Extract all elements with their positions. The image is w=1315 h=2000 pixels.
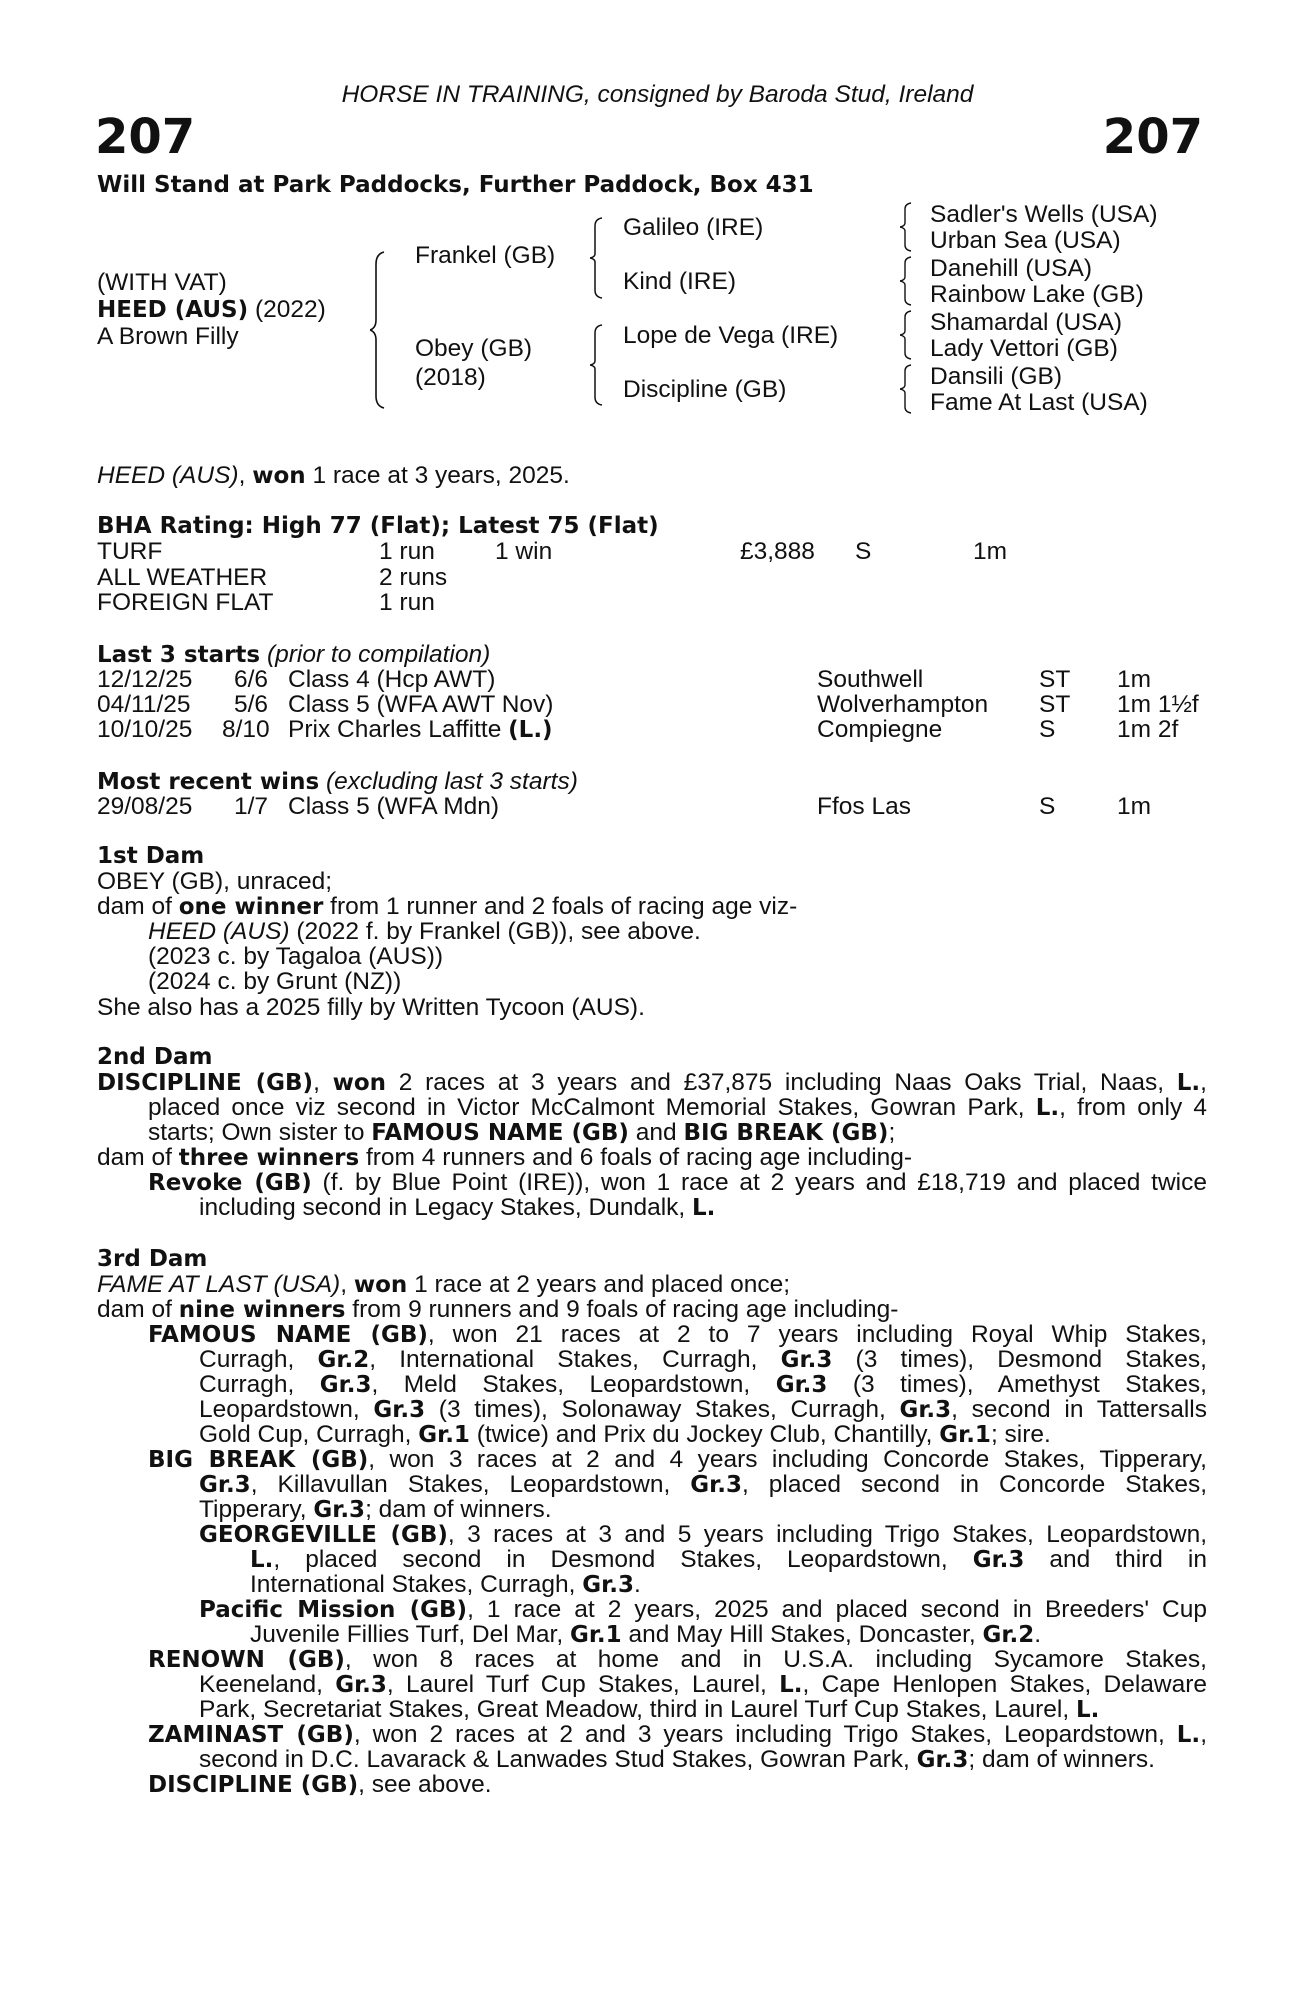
dam-sire-dam: Lady Vettori (GB) (930, 335, 1118, 362)
race-summary: HEED (AUS), won 1 race at 3 years, 2025. (97, 462, 570, 489)
start-row (97, 692, 1207, 718)
win-going: S (1039, 793, 1056, 820)
start-going: ST (1039, 666, 1071, 693)
produce-entry: (2023 c. by Tagaloa (AUS)) (148, 943, 444, 970)
zaminast-entry: second in D.C. Lavarack & Lanwades Stud Stakes, Gowran Park, Gr.3; dam of winners. (199, 1746, 1155, 1773)
second-dam-line: dam of three winners from 4 runners and 6 foals of racing age including- (97, 1144, 913, 1171)
rating-going: S (855, 538, 872, 565)
start-distance: 1m 2f (1117, 716, 1179, 743)
start-date: 04/11/25 (97, 691, 191, 718)
win-race: Class 5 (WFA Mdn) (288, 793, 500, 820)
win-row (97, 794, 1207, 820)
dam-year: (2018) (415, 364, 486, 391)
famous-name-entry: Curragh, Gr.2, International Stakes, Curragh, Gr.3 (3 times), Desmond Stakes, (199, 1346, 1207, 1373)
win-course: Ffos Las (817, 793, 911, 820)
rating-runs: 1 run (379, 589, 435, 616)
last-starts-heading (97, 642, 490, 669)
third-dam-heading: 3rd Dam (97, 1246, 208, 1272)
listed-marker: (L.) (508, 717, 553, 743)
start-race (288, 717, 553, 744)
start-position: 8/10 (222, 716, 270, 743)
sire-dam-sire: Danehill (USA) (930, 255, 1093, 282)
horse-description: A Brown Filly (97, 323, 239, 350)
dam-dam: Discipline (GB) (623, 376, 787, 403)
start-going: ST (1039, 691, 1071, 718)
rating-runs: 1 run (379, 538, 435, 565)
summary-won: won (252, 463, 306, 489)
summary-horse-name: HEED (AUS) (97, 462, 239, 489)
win-date: 29/08/25 (97, 793, 193, 820)
lot-number-left: 207 (95, 109, 196, 165)
rating-heading: BHA Rating: High 77 (Flat); Latest 75 (Flat) (97, 513, 659, 539)
start-distance: 1m 1½f (1117, 691, 1199, 718)
dam-sire-sire: Shamardal (USA) (930, 309, 1122, 336)
dam-dam-sire: Dansili (GB) (930, 363, 1063, 390)
second-dam-heading: 2nd Dam (97, 1044, 213, 1070)
recent-wins-note: (excluding last 3 starts) (325, 768, 578, 795)
first-dam-note: She also has a 2025 filly by Written Tycoon (AUS). (97, 994, 645, 1021)
rating-surface: ALL WEATHER (97, 564, 268, 591)
first-dam-produce-summary: dam of one winner from 1 runner and 2 foals of racing age viz- (97, 893, 798, 920)
start-row (97, 667, 1207, 693)
dam: Obey (GB) (415, 335, 533, 362)
first-dam-line: OBEY (GB), unraced; (97, 868, 333, 895)
start-row (97, 717, 1207, 743)
sire-sire-dam: Urban Sea (USA) (930, 227, 1121, 254)
consignment-line: HORSE IN TRAINING, consigned by Baroda Stud, Ireland (341, 81, 974, 108)
rating-surface: TURF (97, 538, 163, 565)
start-date: 12/12/25 (97, 666, 193, 693)
start-course: Wolverhampton (817, 691, 989, 718)
lot-number-right: 207 (1102, 109, 1203, 165)
pedigree-brace-main (370, 250, 390, 410)
start-position: 5/6 (234, 691, 269, 718)
start-course: Southwell (817, 666, 924, 693)
pacific-mission-entry: Pacific Mission (GB), 1 race at 2 years, 2025 and placed second in Breeders' Cup (199, 1596, 1208, 1623)
start-race: Class 4 (Hcp AWT) (288, 666, 496, 693)
third-dam-line: FAME AT LAST (USA), won 1 race at 2 years and placed once; (97, 1271, 790, 1298)
start-going: S (1039, 716, 1056, 743)
rating-prize: £3,888 (740, 538, 815, 565)
pacific-mission-entry: Juvenile Fillies Turf, Del Mar, Gr.1 and May Hill Stakes, Doncaster, Gr.2. (250, 1621, 1042, 1648)
start-date: 10/10/25 (97, 716, 193, 743)
sire-sire: Galileo (IRE) (623, 214, 764, 241)
zaminast-entry: ZAMINAST (GB), won 2 races at 2 and 3 years including Trigo Stakes, Leopardstown, L., (148, 1721, 1207, 1748)
second-dam-line: including second in Legacy Stakes, Dundalk, L. (199, 1194, 716, 1221)
dam-dam-dam: Fame At Last (USA) (930, 389, 1148, 416)
start-distance: 1m (1117, 666, 1152, 693)
stand-location: Will Stand at Park Paddocks, Further Paddock, Box 431 (97, 172, 814, 198)
georgeville-entry: International Stakes, Curragh, Gr.3. (250, 1571, 641, 1598)
first-dam-heading: 1st Dam (97, 843, 205, 869)
dam-sire: Lope de Vega (IRE) (623, 322, 839, 349)
rating-row (97, 539, 1207, 565)
horse-year: (2022) (254, 296, 326, 323)
famous-name-entry: Curragh, Gr.3, Meld Stakes, Leopardstown, Gr.3 (3 times), Amethyst Stakes, (199, 1371, 1207, 1398)
rating-distance: 1m (973, 538, 1008, 565)
produce-entry: HEED (AUS) (2022 f. by Frankel (GB)), see above. (148, 918, 701, 945)
rating-row (97, 590, 1207, 616)
sire: Frankel (GB) (415, 242, 556, 269)
pedigree-brace-ds (900, 309, 914, 361)
win-position: 1/7 (234, 793, 269, 820)
pedigree-brace-sire (590, 216, 606, 300)
famous-name-entry: Gold Cup, Curragh, Gr.1 (twice) and Prix du Jockey Club, Chantilly, Gr.1; sire. (199, 1421, 1051, 1448)
start-race: Class 5 (WFA AWT Nov) (288, 691, 554, 718)
second-dam-line: DISCIPLINE (GB), won 2 races at 3 years and £37,875 including Naas Oaks Trial, Naas, L., (97, 1069, 1207, 1096)
win-distance: 1m (1117, 793, 1152, 820)
recent-wins-heading (97, 769, 578, 796)
famous-name-entry: Leopardstown, Gr.3 (3 times), Solonaway Stakes, Curragh, Gr.3, second in Tattersalls (199, 1396, 1207, 1423)
second-dam-line: Revoke (GB) (f. by Blue Point (IRE)), won 1 race at 2 years and £18,719 and placed twice (148, 1169, 1208, 1196)
georgeville-entry: L., placed second in Desmond Stakes, Leopardstown, Gr.3 and third in (250, 1546, 1207, 1573)
horse-name: HEED (AUS) (97, 297, 249, 323)
renown-entry: RENOWN (GB), won 8 races at home and in U.S.A. including Sycamore Stakes, (148, 1646, 1207, 1673)
start-course: Compiegne (817, 716, 943, 743)
summary-text: 1 race at 3 years, 2025. (312, 462, 570, 489)
sire-dam: Kind (IRE) (623, 268, 737, 295)
rating-surface: FOREIGN FLAT (97, 589, 274, 616)
pedigree-brace-sd (900, 255, 914, 307)
georgeville-entry: GEORGEVILLE (GB), 3 races at 3 and 5 years including Trigo Stakes, Leopardstown, (199, 1521, 1208, 1548)
renown-entry: Keeneland, Gr.3, Laurel Turf Cup Stakes, Laurel, L., Cape Henlopen Stakes, Delaware (199, 1671, 1208, 1698)
produce-entry: (2024 c. by Grunt (NZ)) (148, 968, 402, 995)
second-dam-line: starts; Own sister to FAMOUS NAME (GB) and BIG BREAK (GB); (148, 1119, 896, 1146)
rating-runs: 2 runs (379, 564, 448, 591)
horse-title (97, 297, 326, 324)
last-starts-title: Last 3 starts (97, 642, 261, 668)
last-starts-note: (prior to compilation) (266, 641, 491, 668)
big-break-entry: Gr.3, Killavullan Stakes, Leopardstown, Gr.3, placed second in Concorde Stakes, (199, 1471, 1207, 1498)
second-dam-line: placed once viz second in Victor McCalmont Memorial Stakes, Gowran Park, L., from only 4 (148, 1094, 1207, 1121)
start-race-name: Prix Charles Laffitte (288, 716, 502, 743)
vat-note: (WITH VAT) (97, 269, 227, 296)
pedigree-brace-dam (590, 323, 606, 407)
pedigree-brace-dd (900, 363, 914, 415)
recent-wins-title: Most recent wins (97, 769, 320, 795)
pedigree-brace-ss (900, 201, 914, 253)
renown-entry: Park, Secretariat Stakes, Great Meadow, third in Laurel Turf Cup Stakes, Laurel, L. (199, 1696, 1100, 1723)
discipline-crossref: DISCIPLINE (GB), see above. (148, 1771, 492, 1798)
famous-name-entry: FAMOUS NAME (GB), won 21 races at 2 to 7 years including Royal Whip Stakes, (148, 1321, 1207, 1348)
big-break-entry: BIG BREAK (GB), won 3 races at 2 and 4 years including Concorde Stakes, Tipperary, (148, 1446, 1207, 1473)
third-dam-line: dam of nine winners from 9 runners and 9 foals of racing age including- (97, 1296, 899, 1323)
rating-wins: 1 win (495, 538, 553, 565)
sire-sire-sire: Sadler's Wells (USA) (930, 201, 1158, 228)
rating-row (97, 565, 1207, 591)
start-position: 6/6 (234, 666, 269, 693)
sire-dam-dam: Rainbow Lake (GB) (930, 281, 1144, 308)
big-break-entry: Tipperary, Gr.3; dam of winners. (199, 1496, 552, 1523)
